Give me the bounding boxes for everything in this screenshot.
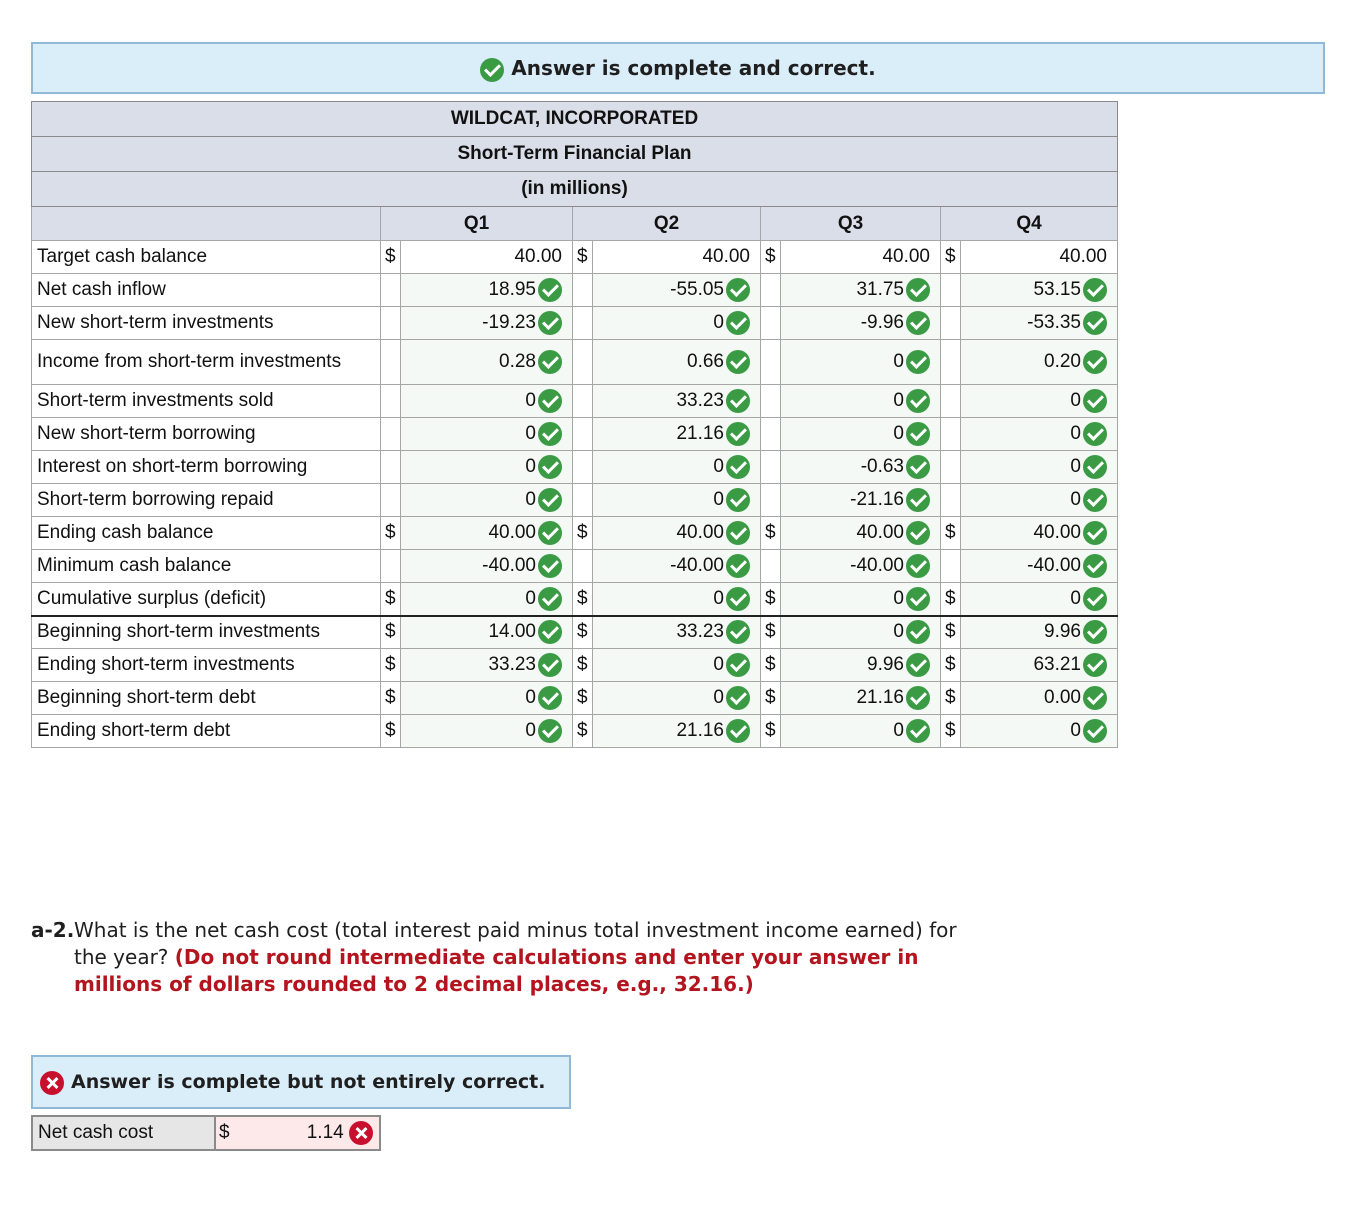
correct-check-icon — [538, 422, 562, 446]
value-text: 0 — [1070, 456, 1081, 477]
plan-row — [32, 616, 1118, 649]
currency-sign — [761, 340, 781, 385]
value-text: 40.00 — [882, 245, 930, 267]
result-banner-content — [33, 56, 1323, 82]
value-text: 40.00 — [514, 245, 562, 267]
row-label: Net cash inflow — [32, 274, 381, 307]
correct-check-icon — [726, 422, 750, 446]
value-text: 0 — [713, 489, 724, 510]
row-label: Ending cash balance — [32, 517, 381, 550]
value-cell-q2[interactable] — [593, 451, 761, 484]
value-text: 14.00 — [488, 621, 536, 643]
currency-sign — [573, 307, 593, 340]
currency-sign: $ — [215, 1116, 240, 1150]
correct-check-icon — [1083, 653, 1107, 677]
plan-row — [32, 241, 1118, 274]
currency-sign: $ — [761, 682, 781, 715]
question-label: a-2. — [31, 918, 75, 942]
correct-check-icon — [906, 554, 930, 578]
value-text: 0 — [525, 423, 536, 444]
currency-sign: $ — [941, 682, 961, 715]
currency-sign — [941, 274, 961, 307]
correct-check-icon — [906, 488, 930, 512]
correct-check-icon — [1083, 455, 1107, 479]
currency-sign — [381, 550, 401, 583]
currency-sign: $ — [941, 517, 961, 550]
value-text: 9.96 — [867, 654, 904, 675]
currency-sign — [573, 451, 593, 484]
value-cell-q4[interactable] — [961, 307, 1118, 340]
financial-plan-table — [31, 101, 1118, 748]
value-cell-q3[interactable] — [781, 682, 941, 715]
plan-row — [32, 451, 1118, 484]
value-text: 0 — [1070, 390, 1081, 411]
value-text: 0 — [713, 587, 724, 609]
value-text: 33.23 — [676, 621, 724, 643]
currency-sign — [941, 451, 961, 484]
value-cell-q1[interactable] — [401, 274, 573, 307]
correct-check-icon — [906, 422, 930, 446]
value-text: 0 — [525, 687, 536, 708]
currency-sign — [573, 484, 593, 517]
plan-row — [32, 517, 1118, 550]
currency-sign: $ — [381, 649, 401, 682]
value-text: 63.21 — [1033, 654, 1081, 675]
quarter-header-q4: Q4 — [941, 207, 1118, 241]
correct-check-icon — [906, 350, 930, 374]
row-label: Cumulative surplus (deficit) — [32, 583, 381, 616]
value-text: 0 — [1070, 720, 1081, 741]
correct-check-icon — [538, 389, 562, 413]
correct-check-icon — [1083, 719, 1107, 743]
currency-sign: $ — [761, 241, 781, 274]
row-label: Short-term borrowing repaid — [32, 484, 381, 517]
value-cell-q2[interactable] — [593, 715, 761, 748]
value-cell-q4[interactable] — [961, 274, 1118, 307]
value-cell-q2[interactable] — [593, 274, 761, 307]
correct-check-icon — [538, 488, 562, 512]
value-cell-q1 — [401, 241, 573, 274]
currency-sign: $ — [381, 616, 401, 649]
correct-check-icon — [906, 620, 930, 644]
currency-sign — [381, 274, 401, 307]
quarter-header-q2: Q2 — [573, 207, 761, 241]
correct-check-icon — [906, 278, 930, 302]
result-banner-text: Answer is complete and correct. — [511, 56, 876, 80]
correct-check-icon — [726, 521, 750, 545]
value-cell-q3[interactable] — [781, 616, 941, 649]
currency-sign: $ — [573, 682, 593, 715]
value-cell-q4[interactable] — [961, 418, 1118, 451]
value-text: 0.28 — [499, 351, 536, 372]
correct-check-icon — [538, 278, 562, 302]
currency-sign — [761, 274, 781, 307]
value-text: 0 — [525, 489, 536, 510]
row-label: Beginning short-term debt — [32, 682, 381, 715]
correct-check-icon — [906, 653, 930, 677]
currency-sign: $ — [381, 241, 401, 274]
currency-sign: $ — [941, 715, 961, 748]
correct-check-icon — [726, 620, 750, 644]
currency-sign — [941, 307, 961, 340]
currency-sign: $ — [761, 649, 781, 682]
value-cell-q1[interactable] — [401, 517, 573, 550]
currency-sign: $ — [761, 583, 781, 616]
value-text: 0.20 — [1044, 351, 1081, 372]
value-cell-q1[interactable] — [401, 649, 573, 682]
row-label: Ending short-term investments — [32, 649, 381, 682]
row-label: Target cash balance — [32, 241, 381, 274]
value-text: 0 — [893, 587, 904, 609]
currency-sign: $ — [381, 517, 401, 550]
correct-check-icon — [906, 311, 930, 335]
value-text: 9.96 — [1044, 621, 1081, 643]
value-cell-q3[interactable] — [781, 418, 941, 451]
value-cell-q4[interactable] — [961, 340, 1118, 385]
correct-check-icon — [538, 719, 562, 743]
x-circle-icon — [40, 1071, 64, 1095]
currency-sign — [381, 340, 401, 385]
correct-check-icon — [906, 719, 930, 743]
correct-check-icon — [906, 686, 930, 710]
plan-row — [32, 484, 1118, 517]
currency-sign — [381, 307, 401, 340]
value-text: 40.00 — [488, 522, 536, 543]
currency-sign: $ — [573, 715, 593, 748]
value-cell-q3[interactable] — [781, 715, 941, 748]
row-label-header — [32, 207, 381, 241]
value-cell-q2[interactable] — [593, 550, 761, 583]
value-cell-q2[interactable] — [593, 385, 761, 418]
currency-sign — [761, 418, 781, 451]
value-text: -53.35 — [1027, 312, 1081, 333]
value-text: -21.16 — [850, 489, 904, 510]
question-text: What is the net cash cost (total interest paid minus total investment income earned) for the year? — [74, 918, 957, 969]
value-cell-q1[interactable] — [401, 307, 573, 340]
value-cell-q2[interactable] — [593, 649, 761, 682]
correct-check-icon — [1083, 521, 1107, 545]
value-cell-q4[interactable] — [961, 715, 1118, 748]
correct-check-icon — [1083, 389, 1107, 413]
value-cell-q2[interactable] — [593, 517, 761, 550]
currency-sign — [761, 385, 781, 418]
value-cell-q3[interactable] — [781, 385, 941, 418]
correct-check-icon — [906, 521, 930, 545]
currency-sign — [941, 418, 961, 451]
value-cell-q2[interactable] — [593, 484, 761, 517]
value-text: -55.05 — [670, 279, 724, 300]
value-text: 0 — [713, 312, 724, 333]
correct-check-icon — [538, 350, 562, 374]
currency-sign: $ — [573, 649, 593, 682]
quarter-header-q3: Q3 — [761, 207, 941, 241]
plan-row — [32, 649, 1118, 682]
correct-check-icon — [1083, 554, 1107, 578]
correct-check-icon — [726, 719, 750, 743]
currency-sign — [573, 340, 593, 385]
correct-check-icon — [726, 686, 750, 710]
value-cell-q1[interactable] — [401, 418, 573, 451]
currency-sign — [573, 418, 593, 451]
correct-check-icon — [538, 521, 562, 545]
value-cell-q1[interactable] — [401, 550, 573, 583]
company-name: WILDCAT, INCORPORATED — [32, 102, 1118, 137]
plan-title: Short-Term Financial Plan — [32, 137, 1118, 172]
units-label: (in millions) — [32, 172, 1118, 207]
plan-row — [32, 340, 1118, 385]
value-cell-q1[interactable] — [401, 484, 573, 517]
correct-check-icon — [726, 350, 750, 374]
value-text: 33.23 — [676, 390, 724, 411]
question-a2 — [31, 917, 961, 998]
correct-check-icon — [538, 455, 562, 479]
value-text: 0 — [893, 390, 904, 411]
correct-check-icon — [726, 278, 750, 302]
value-cell-q2[interactable] — [593, 616, 761, 649]
row-label: Ending short-term debt — [32, 715, 381, 748]
correct-check-icon — [1083, 311, 1107, 335]
value-text: 0 — [713, 456, 724, 477]
value-text: 0 — [1070, 489, 1081, 510]
correct-check-icon — [538, 554, 562, 578]
currency-sign — [381, 418, 401, 451]
value-text: 40.00 — [702, 245, 750, 267]
question-instruction: (Do not round intermediate calculations and enter your answer in millions of dollars rounded to 2 decimal places, e.g., 32.16.) — [74, 945, 919, 996]
value-cell-q3 — [781, 241, 941, 274]
plan-row — [32, 715, 1118, 748]
result-banner-correct — [31, 42, 1325, 94]
correct-check-icon — [726, 653, 750, 677]
currency-sign: $ — [381, 583, 401, 616]
value-cell-q1[interactable] — [401, 583, 573, 616]
value-cell-q4[interactable] — [961, 616, 1118, 649]
value-text: 18.95 — [488, 279, 536, 300]
value-text: -19.23 — [482, 312, 536, 333]
check-circle-icon — [480, 58, 504, 82]
correct-check-icon — [726, 554, 750, 578]
correct-check-icon — [538, 686, 562, 710]
row-label: Interest on short-term borrowing — [32, 451, 381, 484]
value-cell-q4[interactable] — [961, 649, 1118, 682]
value-text: 0 — [525, 720, 536, 741]
value-cell-q2[interactable] — [593, 307, 761, 340]
value-cell-q2[interactable] — [593, 418, 761, 451]
currency-sign — [941, 550, 961, 583]
currency-sign — [761, 550, 781, 583]
correct-check-icon — [1083, 686, 1107, 710]
value-cell-q1[interactable] — [401, 385, 573, 418]
value-cell-q4[interactable] — [961, 484, 1118, 517]
correct-check-icon — [906, 389, 930, 413]
correct-check-icon — [726, 311, 750, 335]
value-text: 0 — [1070, 423, 1081, 444]
row-label: Beginning short-term investments — [32, 616, 381, 649]
value-text: 40.00 — [856, 522, 904, 543]
currency-sign — [381, 484, 401, 517]
value-text: 40.00 — [676, 522, 724, 543]
value-text: 0 — [893, 351, 904, 372]
correct-check-icon — [1083, 350, 1107, 374]
currency-sign: $ — [381, 682, 401, 715]
value-text: 31.75 — [856, 279, 904, 300]
value-cell-q1[interactable] — [401, 451, 573, 484]
value-text: 0.00 — [1044, 687, 1081, 708]
currency-sign: $ — [573, 241, 593, 274]
value-cell-q2[interactable] — [593, 682, 761, 715]
correct-check-icon — [538, 620, 562, 644]
value-cell-q3[interactable] — [781, 274, 941, 307]
value-cell-q4[interactable] — [961, 451, 1118, 484]
correct-check-icon — [906, 455, 930, 479]
value-cell-q3[interactable] — [781, 649, 941, 682]
value-cell-q2[interactable] — [593, 583, 761, 616]
value-cell-q4[interactable] — [961, 550, 1118, 583]
value-text: 0 — [893, 621, 904, 643]
value-text: -0.63 — [860, 456, 904, 477]
value-text: 0 — [893, 423, 904, 444]
value-cell-q1[interactable] — [401, 715, 573, 748]
row-label: New short-term investments — [32, 307, 381, 340]
correct-check-icon — [726, 488, 750, 512]
plan-row — [32, 307, 1118, 340]
currency-sign: $ — [761, 616, 781, 649]
result-banner-incorrect — [31, 1055, 571, 1109]
answer-label: Net cash cost — [32, 1116, 215, 1150]
currency-sign: $ — [941, 241, 961, 274]
answer-input-cell[interactable] — [240, 1116, 380, 1150]
value-cell-q4 — [961, 241, 1118, 274]
value-cell-q1[interactable] — [401, 340, 573, 385]
answer-table — [31, 1115, 381, 1151]
value-cell-q4[interactable] — [961, 583, 1118, 616]
correct-check-icon — [1083, 278, 1107, 302]
value-cell-q3[interactable] — [781, 583, 941, 616]
currency-sign — [573, 550, 593, 583]
currency-sign: $ — [573, 517, 593, 550]
incorrect-icon — [349, 1121, 373, 1145]
result-banner-text: Answer is complete but not entirely correct. — [71, 1071, 546, 1093]
quarter-header-q1: Q1 — [381, 207, 573, 241]
value-text: 0 — [525, 390, 536, 411]
value-cell-q2 — [593, 241, 761, 274]
value-text: 40.00 — [1033, 522, 1081, 543]
correct-check-icon — [906, 587, 930, 611]
value-text: 0 — [713, 654, 724, 675]
value-text: 53.15 — [1033, 279, 1081, 300]
currency-sign — [761, 307, 781, 340]
value-text: -9.96 — [860, 312, 904, 333]
correct-check-icon — [538, 587, 562, 611]
answer-row — [32, 1116, 380, 1150]
currency-sign — [381, 385, 401, 418]
currency-sign — [941, 484, 961, 517]
currency-sign: $ — [941, 616, 961, 649]
currency-sign: $ — [573, 616, 593, 649]
value-text: -40.00 — [670, 555, 724, 576]
row-label: Minimum cash balance — [32, 550, 381, 583]
currency-sign: $ — [573, 583, 593, 616]
row-label: New short-term borrowing — [32, 418, 381, 451]
correct-check-icon — [726, 455, 750, 479]
value-text: 0 — [525, 456, 536, 477]
currency-sign: $ — [761, 517, 781, 550]
currency-sign — [761, 451, 781, 484]
plan-row — [32, 682, 1118, 715]
currency-sign — [573, 385, 593, 418]
currency-sign — [381, 451, 401, 484]
value-cell-q1[interactable] — [401, 616, 573, 649]
plan-row — [32, 550, 1118, 583]
value-text: -40.00 — [482, 555, 536, 576]
value-cell-q2[interactable] — [593, 340, 761, 385]
value-text: 0 — [713, 687, 724, 708]
value-text: -40.00 — [850, 555, 904, 576]
correct-check-icon — [726, 389, 750, 413]
row-label: Income from short-term investments — [32, 340, 381, 385]
currency-sign: $ — [761, 715, 781, 748]
value-text: 0.66 — [687, 351, 724, 372]
correct-check-icon — [1083, 620, 1107, 644]
value-cell-q3[interactable] — [781, 307, 941, 340]
currency-sign: $ — [381, 715, 401, 748]
value-cell-q3[interactable] — [781, 451, 941, 484]
plan-row — [32, 583, 1118, 616]
value-text: 0 — [525, 587, 536, 609]
value-cell-q3[interactable] — [781, 550, 941, 583]
value-text: 21.16 — [676, 423, 724, 444]
value-cell-q4[interactable] — [961, 385, 1118, 418]
value-cell-q1[interactable] — [401, 682, 573, 715]
value-text: 21.16 — [856, 687, 904, 708]
value-text: 0 — [1070, 587, 1081, 609]
value-cell-q4[interactable] — [961, 682, 1118, 715]
correct-check-icon — [726, 587, 750, 611]
plan-row — [32, 418, 1118, 451]
plan-row — [32, 274, 1118, 307]
net-cash-cost-input[interactable]: 1.14 — [306, 1122, 344, 1143]
currency-sign — [573, 274, 593, 307]
value-text: 0 — [893, 720, 904, 741]
correct-check-icon — [1083, 488, 1107, 512]
row-label: Short-term investments sold — [32, 385, 381, 418]
correct-check-icon — [1083, 587, 1107, 611]
currency-sign — [941, 385, 961, 418]
currency-sign — [941, 340, 961, 385]
currency-sign — [761, 484, 781, 517]
value-text: 40.00 — [1059, 245, 1107, 267]
correct-check-icon — [538, 653, 562, 677]
currency-sign: $ — [941, 649, 961, 682]
value-cell-q4[interactable] — [961, 517, 1118, 550]
value-text: 21.16 — [676, 720, 724, 741]
correct-check-icon — [1083, 422, 1107, 446]
value-text: 33.23 — [488, 654, 536, 675]
correct-check-icon — [538, 311, 562, 335]
value-cell-q3[interactable] — [781, 484, 941, 517]
value-text: -40.00 — [1027, 555, 1081, 576]
value-cell-q3[interactable] — [781, 517, 941, 550]
currency-sign: $ — [941, 583, 961, 616]
plan-row — [32, 385, 1118, 418]
value-cell-q3[interactable] — [781, 340, 941, 385]
